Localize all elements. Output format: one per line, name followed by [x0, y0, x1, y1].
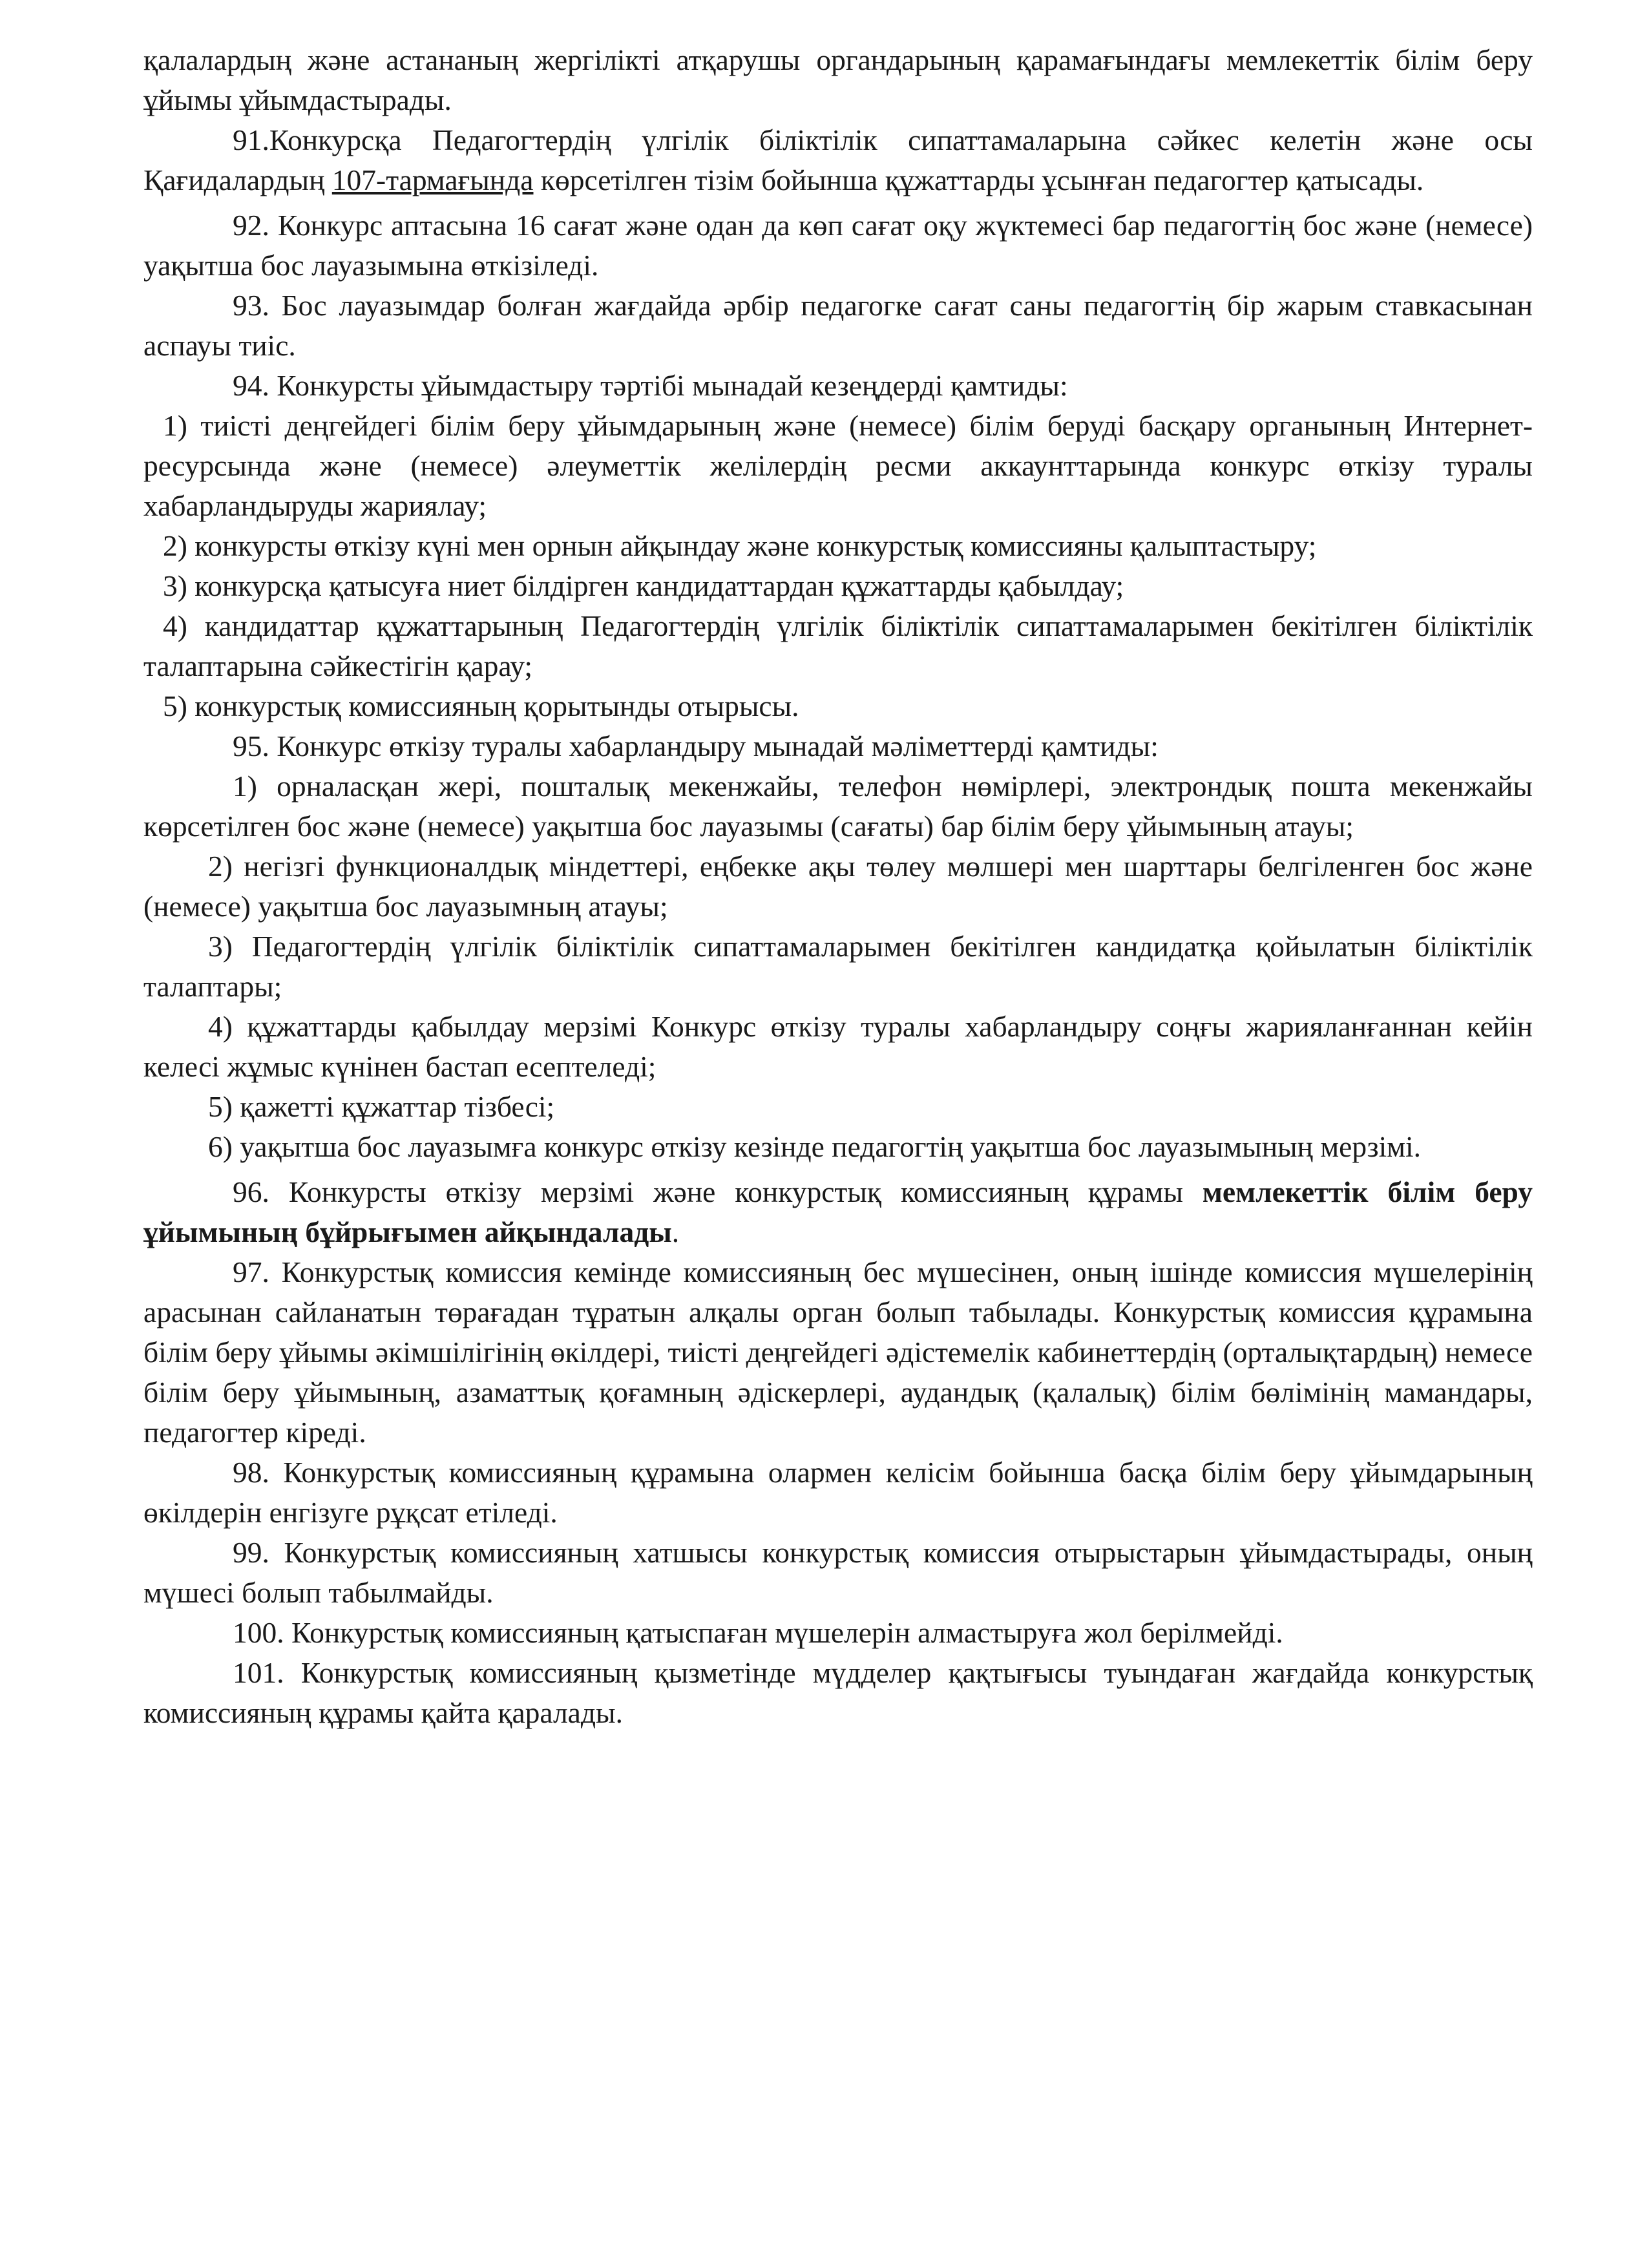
paragraph-98: 98. Конкурстық комиссияның құрамына олармен келісім бойынша басқа білім беру ұйымдарының өкілдерін енгізуге рұқсат етіледі.	[143, 1456, 1533, 1529]
paragraph-91-text-a: 91.Конкурсқа Педагогтердің үлгілік біліктілік сипаттамаларына сәйкес келетін және осы Қағидалардың	[143, 123, 1533, 196]
paragraph-intro: қалалардың және астананың жергілікті атқарушы органдарының қарамағындағы мемлекеттік білім беру ұйымы ұйымдастырады.	[143, 43, 1533, 116]
paragraph-94-item-5: 5) конкурстық комиссияның қорытынды отырысы.	[163, 689, 799, 722]
paragraph-94-item-1: 1) тиісті деңгейдегі білім беру ұйымдарының және (немесе) білім беруді басқару органының Интернет-ресурсында және (немесе) әлеуметтік желілердің ресми аккаунттарында конкурс өткізу туралы хабарландыруды жариялау;	[143, 409, 1533, 522]
paragraph-92: 92. Конкурс аптасына 16 сағат және одан да көп сағат оқу жүктемесі бар педагогтің бос және (немесе) уақытша бос лауазымына өткізіледі.	[143, 209, 1533, 282]
paragraph-94: 94. Конкурсты ұйымдастыру тәртібі мынадай кезеңдерді қамтиды:	[233, 369, 1068, 402]
paragraph-96-end: .	[671, 1215, 680, 1248]
paragraph-94-item-2: 2) конкурсты өткізу күні мен орнын айқындау және конкурстық комиссияны қалыптастыру;	[163, 529, 1317, 562]
paragraph-95-item-1: 1) орналасқан жері, пошталық мекенжайы, телефон нөмірлері, электрондық пошта мекенжайы көрсетілген бос және (немесе) уақытша бос лауазымы (сағаты) бар білім беру ұйымының атауы;	[143, 770, 1533, 843]
paragraph-97: 97. Конкурстық комиссия кемінде комиссияның бес мүшесінен, оның ішінде комиссия мүшелерінің арасынан сайланатын төрағадан тұратын алқалы орган болып табылады. Конкурстық комиссия құрамына білім беру ұйымы әкімшілігінің өкілдері, тиісті деңгейдегі әдістемелік кабинеттердің (орталықтардың) немесе білім беру ұйымының, азаматтық қоғамның әдіскерлері, аудандық (қалалық) білім бөлімінің мамандары, педагогтер кіреді.	[143, 1255, 1533, 1449]
paragraph-96-bold-text: мемлекеттік білім беру ұйымының бұйрығымен айқындалады	[143, 1175, 1533, 1248]
paragraph-95-item-3: 3) Педагогтердің үлгілік біліктілік сипаттамаларымен бекітілген кандидатқа қойылатын біліктілік талаптары;	[143, 930, 1533, 1003]
paragraph-94-item-4: 4) кандидаттар құжаттарының Педагогтердің үлгілік біліктілік сипаттамаларымен бекітілген біліктілік талаптарына сәйкестігін қарау;	[143, 609, 1533, 682]
paragraph-100: 100. Конкурстық комиссияның қатыспаған мүшелерін алмастыруға жол берілмейді.	[233, 1616, 1283, 1649]
paragraph-95-item-2: 2) негізгі функционалдық міндеттері, еңбекке ақы төлеу мөлшері мен шарттары белгіленген бос және (немесе) уақытша бос лауазымның атауы;	[143, 850, 1533, 923]
paragraph-91-reference-link: 107-тармағында	[331, 163, 534, 196]
paragraph-96	[143, 1172, 1533, 1252]
document-page	[143, 40, 1533, 1733]
paragraph-96-text: 96. Конкурсты өткізу мерзімі және конкурстық комиссияның құрамы	[233, 1175, 1203, 1208]
paragraph-95-item-4: 4) құжаттарды қабылдау мерзімі Конкурс өткізу туралы хабарландыру соңғы жарияланғаннан кейін келесі жұмыс күнінен бастап есептеледі;	[143, 1010, 1533, 1083]
paragraph-93: 93. Бос лауазымдар болған жағдайда әрбір педагогке сағат саны педагогтің бір жарым ставкасынан аспауы тиіс.	[143, 289, 1533, 362]
paragraph-95: 95. Конкурс өткізу туралы хабарландыру мынадай мәліметтерді қамтиды:	[233, 730, 1159, 762]
paragraph-101: 101. Конкурстық комиссияның қызметінде мүдделер қақтығысы туындаған жағдайда конкурстық комиссияның құрамы қайта қаралады.	[143, 1656, 1533, 1729]
paragraph-95-item-6: 6) уақытша бос лауазымға конкурс өткізу кезінде педагогтің уақытша бос лауазымының мерзімі.	[208, 1130, 1422, 1163]
paragraph-99: 99. Конкурстық комиссияның хатшысы конкурстық комиссия отырыстарын ұйымдастырады, оның мүшесі болып табылмайды.	[143, 1536, 1533, 1609]
paragraph-94-item-3: 3) конкурсқа қатысуға ниет білдірген кандидаттардан құжаттарды қабылдау;	[163, 569, 1124, 602]
paragraph-95-item-5: 5) қажетті құжаттар тізбесі;	[208, 1090, 555, 1123]
paragraph-91	[143, 120, 1533, 200]
paragraph-91-text-b: көрсетілген тізім бойынша құжаттарды ұсынған педагогтер қатысады.	[533, 163, 1424, 196]
